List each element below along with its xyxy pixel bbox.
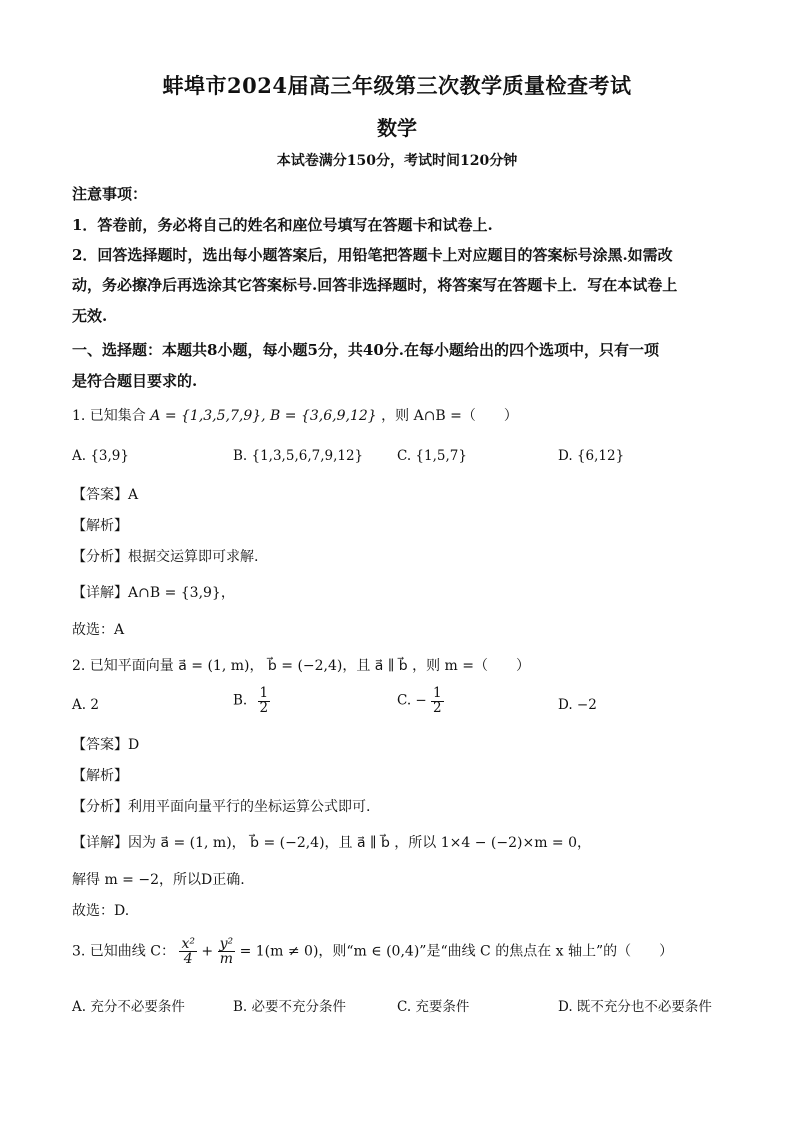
q1-option-a: A. {3,9} xyxy=(72,448,129,464)
q2-analysis: 【解析】 xyxy=(72,768,128,784)
q1-option-d: D. {6,12} xyxy=(558,448,625,464)
q1-stem-math: A = {1,3,5,7,9}, B = {3,6,9,12} xyxy=(150,408,377,424)
q2-solve: 解得 m = −2，所以D正确. xyxy=(72,872,245,888)
q1-detail: 【详解】A∩B = {3,9}， xyxy=(72,585,235,601)
notice-item-2-line-1: 2．回答选择题时，选出每小题答案后，用铅笔把答题卡上对应题目的答案标号涂黑.如需改 xyxy=(72,246,673,264)
q1-option-b: B. {1,3,5,6,7,9,12} xyxy=(233,448,364,464)
q2-option-c-numerator: 1 xyxy=(433,685,442,701)
notice-heading: 注意事项： xyxy=(72,185,148,203)
notice-item-2-line-2: 动，务必擦净后再选涂其它答案标号.回答非选择题时，将答案写在答题卡上．写在本试卷上 xyxy=(72,276,678,294)
q2-option-c-denominator: 2 xyxy=(433,699,442,716)
exam-title: 蚌埠市2024届高三年级第三次教学质量检查考试 xyxy=(162,73,632,98)
notice-item-1: 1．答卷前，务必将自己的姓名和座位号填写在答题卡和试卷上. xyxy=(72,216,493,234)
subject-title: 数学 xyxy=(377,116,417,140)
q1-option-c: C. {1,5,7} xyxy=(397,448,467,464)
q3-fraction-x-numerator: x² xyxy=(181,936,195,952)
q3-plus: + xyxy=(201,943,214,960)
q1-choose: 故选：A xyxy=(72,622,125,638)
q2-option-c-fraction xyxy=(431,687,444,715)
q1-answer: 【答案】A xyxy=(72,487,139,503)
q3-fraction-y-denominator: m xyxy=(219,951,233,967)
notice-item-2-line-3: 无效. xyxy=(72,307,108,325)
q3-option-d: D. 既不充分也不必要条件 xyxy=(558,999,712,1015)
q2-answer: 【答案】D xyxy=(72,737,140,753)
q3-option-c: C. 充要条件 xyxy=(397,999,470,1015)
q2-option-c-label: C. − xyxy=(397,692,427,709)
q2-option-b-label: B. xyxy=(233,692,248,709)
q3-fraction-x-denominator: 4 xyxy=(183,951,193,967)
section-1-line-1: 一、选择题：本题共8小题，每小题5分，共40分.在每小题给出的四个选项中，只有一项 xyxy=(72,341,659,359)
section-1-line-2: 是符合题目要求的. xyxy=(72,372,198,390)
q2-option-b xyxy=(233,687,270,715)
q3-stem-suffix: = 1(m ≠ 0)，则“m ∈ (0,4)”是“曲线 C 的焦点在 x 轴上”的（ ） xyxy=(239,943,674,960)
q2-choose: 故选：D. xyxy=(72,903,130,919)
q3-stem-prefix: 3. 已知曲线 C： xyxy=(72,943,175,960)
q2-option-a: A. 2 xyxy=(72,697,99,713)
q1-fenxi: 【分析】根据交运算即可求解. xyxy=(72,549,259,565)
q1-stem-prefix: 1. 已知集合 xyxy=(72,408,146,424)
q3-fraction-x xyxy=(179,937,197,966)
exam-meta: 本试卷满分150分，考试时间120分钟 xyxy=(276,153,518,169)
q2-fenxi: 【分析】利用平面向量平行的坐标运算公式即可. xyxy=(72,799,371,815)
q2-detail: 【详解】因为 a⃗ = (1, m)， b⃗ = (−2,4)，且 a⃗ ∥ b⃗ ，所以 1×4 − (−2)×m = 0， xyxy=(72,835,592,851)
q2-option-b-fraction xyxy=(258,687,271,715)
q1-analysis: 【解析】 xyxy=(72,518,128,534)
q3-fraction-y xyxy=(218,937,236,966)
q3-option-a: A. 充分不必要条件 xyxy=(72,999,185,1015)
q1-stem-suffix: ，则 A∩B =（ ） xyxy=(381,408,518,424)
q2-stem: 2. 已知平面向量 a⃗ = (1, m)， b⃗ = (−2,4)，且 a⃗ ∥ b⃗ ，则 m =（ ） xyxy=(72,658,531,674)
q3-option-b: B. 必要不充分条件 xyxy=(233,999,347,1015)
q2-option-c xyxy=(397,687,444,715)
q2-option-b-numerator: 1 xyxy=(259,685,269,701)
q2-option-d: D. −2 xyxy=(558,697,597,713)
q3-fraction-y-numerator: y² xyxy=(219,936,234,952)
q3-stem xyxy=(72,937,673,966)
q2-option-b-denominator: 2 xyxy=(259,699,269,716)
q1-stem xyxy=(72,405,518,425)
